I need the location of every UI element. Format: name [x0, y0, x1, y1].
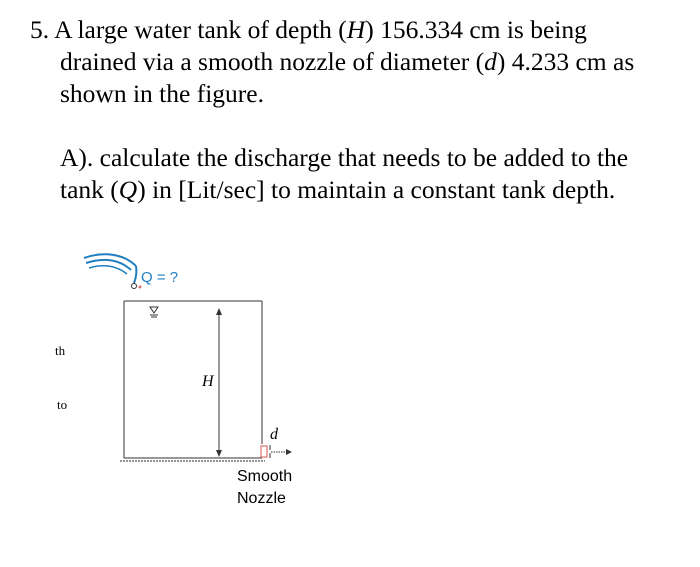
nozzle-label-line-1: Smooth — [237, 468, 293, 485]
var-Q: Q — [118, 175, 138, 204]
question-line-5-a: tank ( — [60, 175, 119, 204]
question-line-4: A). calculate the discharge that needs to be added to the — [60, 143, 629, 172]
depth-label: H — [202, 373, 214, 390]
jet-arrow-icon — [286, 449, 292, 455]
fragment-text-top: th — [55, 343, 66, 358]
inflow-stream-inner-icon — [86, 260, 131, 270]
inflow-label: Q = ? — [141, 269, 179, 286]
depth-arrow-bottom-icon — [216, 450, 222, 457]
question-line-2-a: drained via a smooth nozzle of diameter ( — [60, 47, 485, 76]
nozzle-body — [261, 446, 267, 457]
depth-arrow-top-icon — [216, 308, 222, 315]
inflow-drop-icon — [132, 284, 137, 289]
question-line-3: shown in the figure. — [60, 79, 264, 108]
question-line-1-a: 5. A large water tank of depth ( — [30, 15, 347, 44]
var-d: d — [484, 47, 497, 76]
question-line-2-c: ) 4.233 cm as — [496, 47, 635, 76]
free-surface-icon — [150, 307, 158, 313]
diameter-label: d — [270, 426, 278, 443]
inflow-jet-icon — [134, 266, 136, 283]
nozzle-label-line-2: Nozzle — [237, 490, 286, 507]
question-line-5-c: ) in [Lit/sec] to maintain a constant tank depth. — [137, 175, 616, 204]
question-line-1-c: ) 156.334 cm is being — [365, 15, 587, 44]
var-H: H — [346, 15, 366, 44]
fragment-text-bottom: to — [57, 397, 68, 412]
inflow-stream-core-icon — [89, 266, 127, 274]
